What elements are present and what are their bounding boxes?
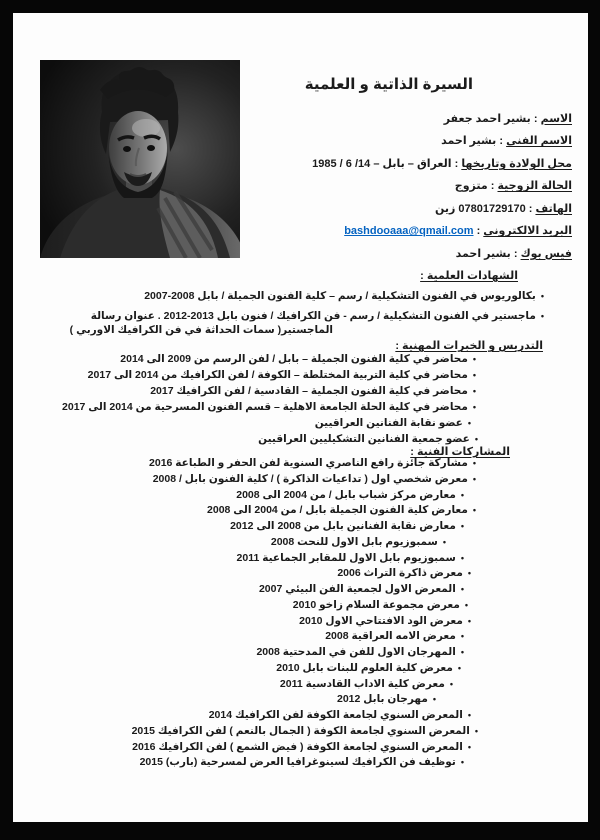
bullet-icon: • [464,599,468,610]
list-item: •بكالوريوس في الفنون التشكيلية / رسم – كلية الفنون الجميلة / بابل 2008-2007 [144,290,544,302]
bullet-icon: • [442,536,446,547]
list-item-continuation: الماجستير( سمات الحداثة في فن الكرافيك الاوربي ) [69,324,333,336]
bullet-icon: • [460,647,464,657]
field-value: 07801729170 زين [434,202,526,215]
bullet-icon: • [460,552,464,563]
portrait-illustration [40,60,240,258]
label-separator: : [496,135,507,148]
list-item: •معرض الود الافتتاحي الاول 2010 [299,614,471,627]
field-name [312,108,572,130]
field-label: البريد الالكتروني [483,225,572,238]
cv-page [13,13,588,822]
label-separator: : [510,247,521,260]
label-separator: : [525,202,536,215]
list-item: •عضو نقابة الفنانين العراقيين [314,417,471,430]
bullet-icon: • [449,678,453,689]
field-value: بشير احمد [441,135,497,148]
list-item: •معرض الامه العراقية 2008 [325,630,464,643]
field-label: الاسم الفني [506,135,572,148]
list-item: •معارض مركز شباب بابل / من 2004 الى 2008 [236,488,464,501]
list-item: •محاضر في كلية الفنون الجميلة – بابل / لفن الرسم من 2009 الى 2014 [120,353,476,365]
bullet-icon: • [432,694,436,705]
list-item: •معرض شخصي اول ( تداعيات الذاكرة ) / كلية الفنون بابل / 2008 [152,472,476,485]
teaching-list [62,351,572,448]
bullet-icon: • [467,418,471,429]
list-item: •سمبوزيوم بابل الاول للنحت 2008 [270,535,446,548]
list-item: •معرض مجموعة السلام زاخو 2010 [292,598,468,611]
document-title: السيرة الذاتية و العلمية [304,76,473,93]
field-label: الاسم [540,113,572,125]
list-item: •معرض ذاكرة التراث 2006 [337,567,471,580]
exhibitions-list [132,456,572,771]
bullet-icon: • [460,489,464,500]
field-facebook [312,243,572,265]
bullet-icon: • [457,662,461,673]
bullet-icon: • [467,710,471,720]
list-item: •المعرض السنوي لجامعة الكوفة ( فيض الشمع ) لفن الكرافيك 2016 [132,740,471,753]
field-email [312,220,572,242]
list-item: •مهرجان بابل 2012 [337,693,436,706]
list-item: •عضو جمعية الفنانين التشكيليين العراقيين [258,433,478,446]
bullet-icon: • [540,291,544,301]
portrait-photo [40,60,240,258]
list-item: •معارض نقابة الفنانين بابل من 2008 الى 2012 [230,520,464,532]
label-separator: : [530,113,541,125]
field-value: بشير احمد [455,247,511,260]
bullet-icon: • [460,521,464,531]
field-label: الحالة الزوجية [497,180,572,193]
field-label: الهاتف [535,202,572,215]
bullet-icon: • [540,311,544,321]
field-value: العراق – بابل – 14/ 6 / 1985 [312,157,452,170]
bullet-icon: • [472,473,476,484]
field-artistic-name [312,130,572,152]
list-item: •المعرض السنوي لجامعة الكوفة ( الجمال بالنعم ) لفن الكرافيك 2015 [131,724,478,737]
list-item: •محاضر في كلية الفنون الجملية – القادسية / لفن الكرافيك 2017 [150,385,476,398]
section-heading-teaching: التدريس و الخبرات المهنية : [395,340,543,352]
bullet-icon: • [467,615,471,626]
list-item: •معارض كلية الفنون الجميلة بابل / من 2004 الى 2008 [207,504,476,517]
bullet-icon: • [460,584,464,594]
field-marital [312,175,572,197]
list-item: •المعرض الاول لجمعية الفن البيئي 2007 [258,583,464,595]
list-item: •معرض كلية الاداب القادسية 2011 [279,677,453,690]
bullet-icon: • [472,402,476,413]
email-link[interactable]: bashdooaaa@qmail.com [344,225,474,238]
section-heading-exhibitions: المشاركات الفنية : [410,446,510,458]
label-separator: : [473,225,484,238]
list-item: •توظيف فن الكرافيك لسينوغرافيا العرض لمسرحية (بارب) 2015 [139,756,464,769]
bullet-icon: • [474,434,478,445]
list-item: •محاضر في كلية الحلة الجامعة الاهلية – قسم الفنون المسرحية من 2014 الى 2017 [62,401,476,414]
label-separator: : [451,157,462,170]
list-item: •معرض كلية العلوم للبنات بابل 2010 [276,661,461,674]
section-heading-certificates: الشهادات العلمية : [420,270,518,283]
bullet-icon: • [467,741,471,752]
list-item: •سمبوزيوم بابل الاول للمقابر الجماعية 2011 [236,551,464,564]
bullet-icon: • [472,386,476,397]
field-label: فيس بوك [520,247,572,260]
list-item: •مشاركة جائزة رافع الناصري السنوية لفن الحفر و الطباعة 2016 [149,457,476,469]
bullet-icon: • [472,505,476,516]
bullet-icon: • [460,631,464,642]
field-birth [312,153,572,175]
label-separator: : [487,180,498,193]
field-value: بشير احمد جعفر [443,113,531,125]
field-phone [312,198,572,220]
bullet-icon: • [467,568,471,579]
list-item: •المعرض السنوي لجامعة الكوفة لفن الكرافيك 2014 [208,709,471,721]
list-item: •محاضر في كلية التربية المختلطة – الكوفة / لفن الكرافيك من 2014 الى 2017 [87,369,476,382]
field-value: متزوج [454,180,488,193]
bullet-icon: • [474,725,478,736]
bullet-icon: • [472,458,476,468]
personal-info [312,108,572,288]
bullet-icon: • [472,354,476,364]
list-item: •المهرجان الاول للفن في المدحتية 2008 [256,646,464,658]
bullet-icon: • [472,370,476,381]
field-label: محل الولادة وتاريخها [461,157,572,170]
list-item: •ماجستير في الفنون التشكيلية / رسم - فن الكرافيك / فنون بابل 2013-2012 . عنوان رسالة [90,310,544,322]
bullet-icon: • [460,757,464,768]
